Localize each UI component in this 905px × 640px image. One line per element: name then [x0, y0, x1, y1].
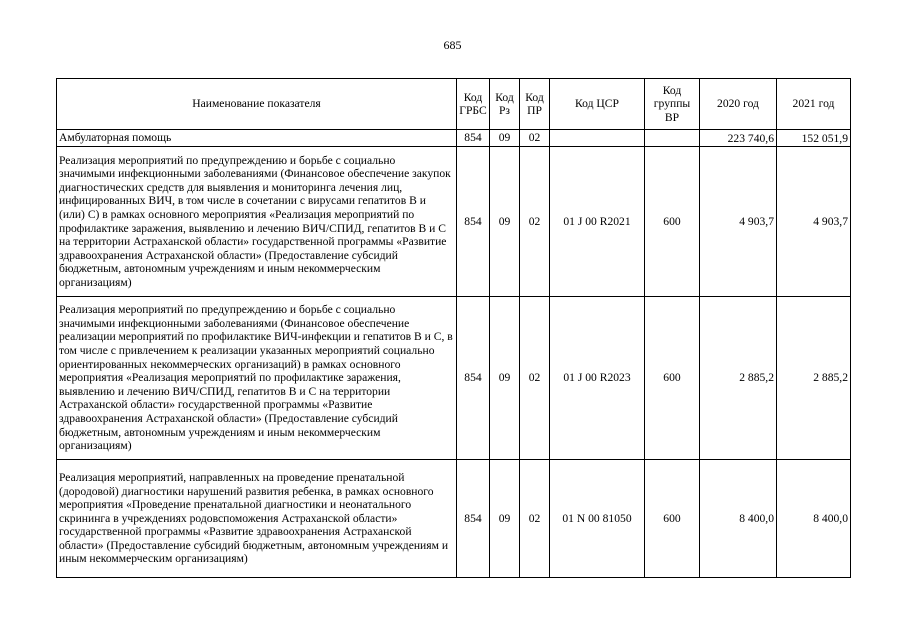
cell-name: Амбулаторная помощь	[57, 130, 457, 147]
cell-grbs: 854	[457, 460, 490, 578]
cell-pr: 02	[520, 130, 550, 147]
table-row	[57, 147, 851, 297]
cell-csr: 01 J 00 R2023	[550, 297, 645, 460]
cell-rz: 09	[490, 130, 520, 147]
header-csr: Код ЦСР	[550, 79, 645, 130]
cell-pr: 02	[520, 297, 550, 460]
cell-csr: 01 N 00 81050	[550, 460, 645, 578]
cell-vr	[645, 130, 700, 147]
cell-2020: 2 885,2	[700, 297, 777, 460]
header-2021: 2021 год	[777, 79, 851, 130]
header-vr: Код группы ВР	[645, 79, 700, 130]
cell-grbs: 854	[457, 297, 490, 460]
cell-2020: 8 400,0	[700, 460, 777, 578]
cell-rz: 09	[490, 460, 520, 578]
cell-name: Реализация мероприятий, направленных на проведение пренатальной (дородовой) диагностики нарушений развития ребенка, в рамках основного мероприятия «Проведение пренатальной диагностики и неонатального скрининга в учреждениях родовспоможения Астраханской области» государственной программы «Развитие здравоохранения Астраханской области» (Предоставление субсидий бюджетным, автономным учреждениям и иным некоммерческим организациям)	[57, 460, 457, 578]
header-grbs: Код ГРБС	[457, 79, 490, 130]
cell-vr: 600	[645, 460, 700, 578]
table-row	[57, 460, 851, 578]
page-number: 685	[443, 38, 462, 52]
cell-pr: 02	[520, 147, 550, 297]
cell-name: Реализация мероприятий по предупреждению и борьбе с социально значимыми инфекционными заболеваниями (Финансовое обеспечение закупок диагностических средств для выявления и мониторинга лечения лиц, инфицированных ВИЧ, в том числе в сочетании с вирусами гепатитов В и (или) С) в рамках основного мероприятия «Реализация мероприятий по профилактике заражения, выявлению и лечению ВИЧ/СПИД, гепатитов В и С на территории Астраханской области» государственной программы «Развитие здравоохранения Астраханской области» (Предоставление субсидий бюджетным, автономным учреждениям и иным некоммерческим организациям)	[57, 147, 457, 297]
table-row	[57, 130, 851, 147]
cell-2021: 152 051,9	[777, 130, 851, 147]
cell-vr: 600	[645, 147, 700, 297]
cell-grbs: 854	[457, 147, 490, 297]
cell-grbs: 854	[457, 130, 490, 147]
cell-2020: 4 903,7	[700, 147, 777, 297]
cell-2021: 8 400,0	[777, 460, 851, 578]
cell-name: Реализация мероприятий по предупреждению и борьбе с социально значимыми инфекционными заболеваниями (Финансовое обеспечение реализации мероприятий по профилактике ВИЧ-инфекции и гепатитов В и С, в том числе с привлечением к реализации указанных мероприятий социально ориентированных некоммерческих организаций) в рамках основного мероприятия «Реализация мероприятий по профилактике заражения, выявлению и лечению ВИЧ/СПИД, гепатитов В и С на территории Астраханской области» государственной программы «Развитие здравоохранения Астраханской области» (Предоставление субсидий бюджетным, автономным учреждениям и иным некоммерческим организациям)	[57, 297, 457, 460]
cell-vr: 600	[645, 297, 700, 460]
cell-rz: 09	[490, 147, 520, 297]
cell-2021: 4 903,7	[777, 147, 851, 297]
header-2020: 2020 год	[700, 79, 777, 130]
table-row	[57, 297, 851, 460]
header-pr: Код ПР	[520, 79, 550, 130]
cell-pr: 02	[520, 460, 550, 578]
header-rz: Код Рз	[490, 79, 520, 130]
cell-2020: 223 740,6	[700, 130, 777, 147]
cell-2021: 2 885,2	[777, 297, 851, 460]
budget-table	[56, 78, 851, 578]
cell-csr	[550, 130, 645, 147]
header-name: Наименование показателя	[57, 79, 457, 130]
table-header-row	[57, 79, 851, 130]
cell-csr: 01 J 00 R2021	[550, 147, 645, 297]
cell-rz: 09	[490, 297, 520, 460]
